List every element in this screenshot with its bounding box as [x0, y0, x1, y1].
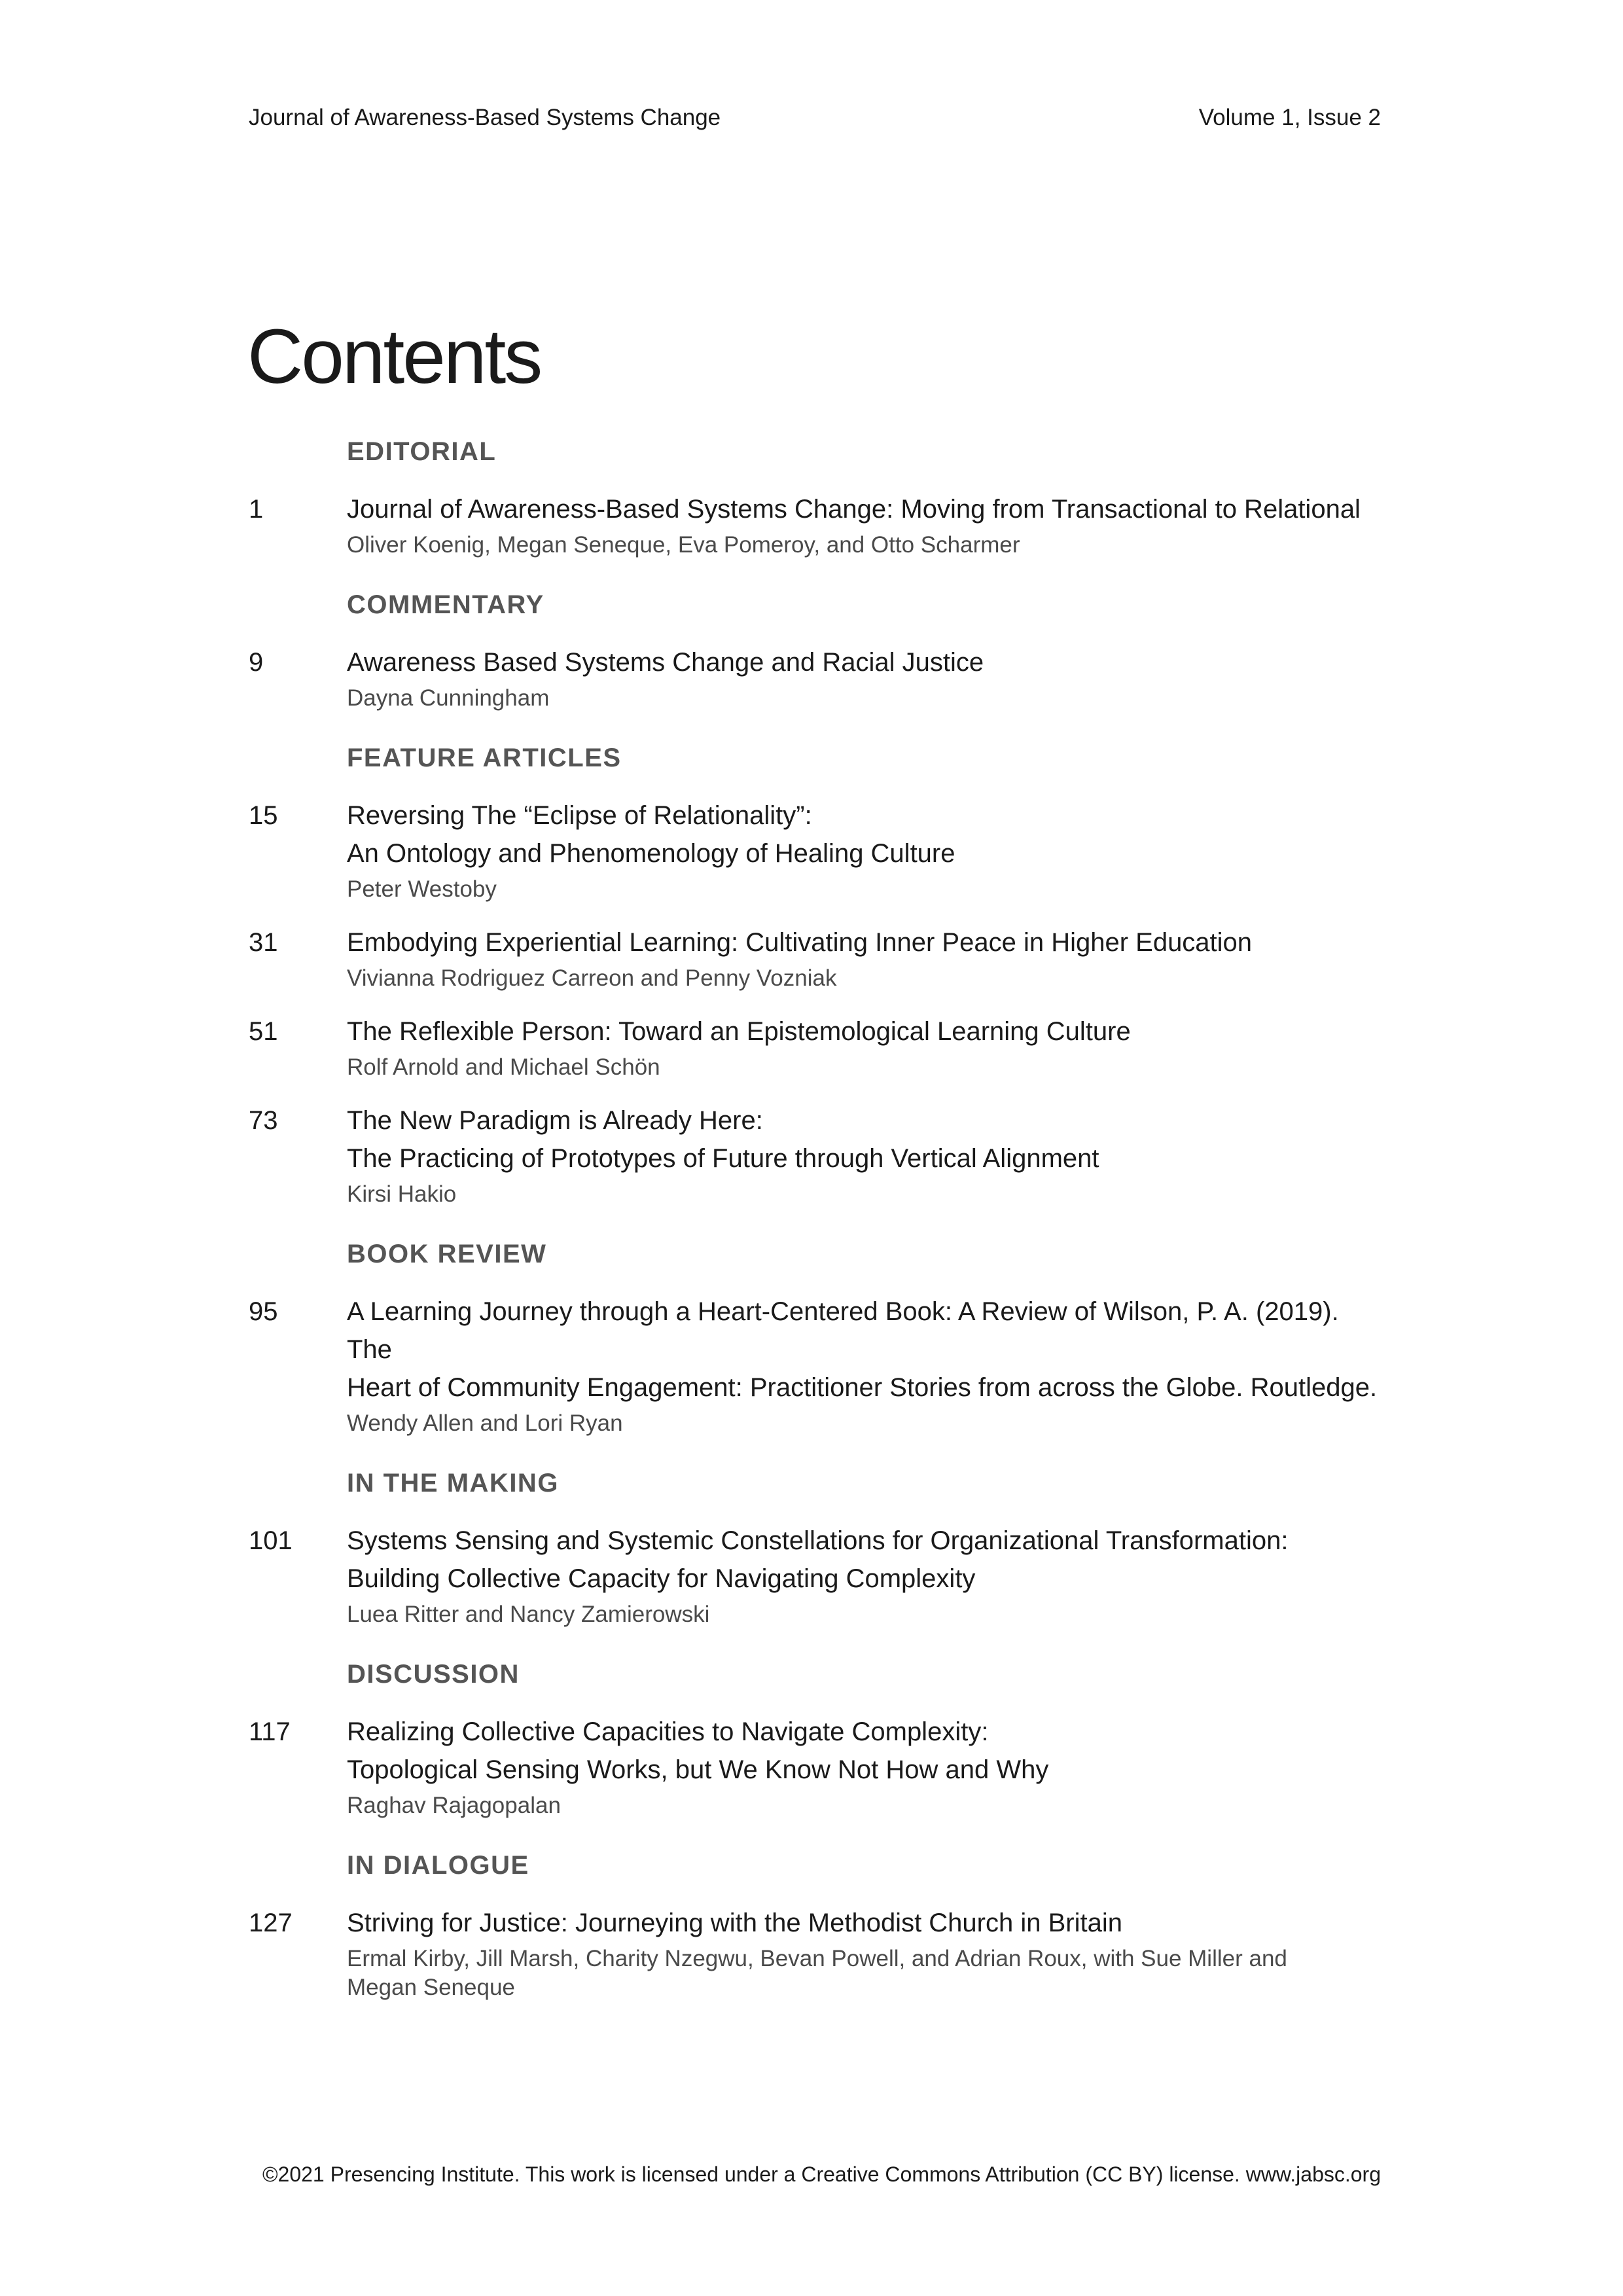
entry-title: An Ontology and Phenomenology of Healing Culture	[347, 839, 955, 868]
entry-page-number: 1	[249, 495, 264, 524]
entry-authors-line: Ermal Kirby, Jill Marsh, Charity Nzegwu, Bevan Powell, and Adrian Roux, with Sue Miller and	[347, 1946, 1287, 1971]
license-footer: ©2021 Presencing Institute. This work is licensed under a Creative Commons Attribution (CC BY) license. www.jabsc.org	[262, 2162, 1381, 2186]
entry-title: Realizing Collective Capacities to Navigate Complexity:	[347, 1717, 989, 1746]
entry-title: Embodying Experiential Learning: Cultivating Inner Peace in Higher Education	[347, 928, 1253, 957]
entry-authors	[347, 1945, 1387, 2002]
section-entries	[249, 643, 1387, 713]
section-heading: COMMENTARY	[347, 590, 544, 619]
section-heading: BOOK REVIEW	[347, 1240, 547, 1268]
toc-entry[interactable]	[249, 1904, 1387, 2002]
entry-page-number: 31	[249, 928, 278, 957]
entry-body	[347, 643, 1387, 713]
table-of-contents	[249, 435, 1387, 2002]
entry-title: The Practicing of Prototypes of Future through Vertical Alignment	[347, 1144, 1099, 1173]
entry-authors: Raghav Rajagopalan	[347, 1793, 561, 1818]
section-heading: FEATURE ARTICLES	[347, 744, 622, 772]
section-heading: EDITORIAL	[347, 437, 497, 466]
entry-page-number: 101	[249, 1526, 293, 1555]
entry-body	[347, 924, 1387, 993]
entry-authors: Kirsi Hakio	[347, 1181, 457, 1207]
entry-title: Heart of Community Engagement: Practitioner Stories from across the Globe. Routledge.	[347, 1373, 1378, 1402]
volume-issue: Volume 1, Issue 2	[1198, 105, 1381, 130]
page-title: Contents	[247, 314, 541, 400]
toc-entry[interactable]	[249, 797, 1387, 904]
entry-page-number: 73	[249, 1106, 278, 1135]
running-header	[249, 103, 1381, 132]
entry-authors: Luea Ritter and Nancy Zamierowski	[347, 1602, 710, 1627]
toc-entry[interactable]	[249, 1013, 1387, 1082]
toc-entry[interactable]	[249, 1102, 1387, 1209]
entry-authors: Peter Westoby	[347, 876, 497, 902]
entry-authors-line: Megan Seneque	[347, 1975, 515, 2000]
section-heading: DISCUSSION	[347, 1660, 520, 1689]
toc-entry[interactable]	[249, 1713, 1387, 1820]
entry-body	[347, 1522, 1387, 1629]
entry-body	[347, 490, 1387, 560]
entry-page-number: 9	[249, 648, 264, 677]
entry-authors: Wendy Allen and Lori Ryan	[347, 1410, 623, 1436]
journal-name: Journal of Awareness-Based Systems Change	[249, 105, 721, 130]
entry-body	[347, 1013, 1387, 1082]
entry-authors: Vivianna Rodriguez Carreon and Penny Vozniak	[347, 965, 837, 991]
entry-body	[347, 1904, 1387, 2002]
section-heading: IN THE MAKING	[347, 1469, 559, 1498]
toc-entry[interactable]	[249, 490, 1387, 560]
toc-entry[interactable]	[249, 643, 1387, 713]
entry-page-number: 127	[249, 1909, 293, 1937]
entry-title: Reversing The “Eclipse of Relationality”:	[347, 801, 812, 830]
toc-entry[interactable]	[249, 1522, 1387, 1629]
entry-page-number: 51	[249, 1017, 278, 1046]
entry-title: Journal of Awareness-Based Systems Change: Moving from Transactional to Relational	[347, 495, 1361, 524]
entry-title: Topological Sensing Works, but We Know Not How and Why	[347, 1755, 1049, 1784]
entry-body	[347, 1293, 1387, 1438]
section-entries	[249, 1293, 1387, 1438]
entry-title: The Reflexible Person: Toward an Epistemological Learning Culture	[347, 1017, 1131, 1046]
entry-title: Systems Sensing and Systemic Constellations for Organizational Transformation:	[347, 1526, 1289, 1555]
section-entries	[249, 1522, 1387, 1629]
section-entries	[249, 1713, 1387, 1820]
section-heading: IN DIALOGUE	[347, 1851, 529, 1880]
entry-body	[347, 1713, 1387, 1820]
section-entries	[249, 797, 1387, 1209]
entry-body	[347, 797, 1387, 904]
section-entries	[249, 490, 1387, 560]
entry-authors: Dayna Cunningham	[347, 685, 550, 711]
entry-authors: Rolf Arnold and Michael Schön	[347, 1054, 660, 1080]
entry-page-number: 117	[249, 1717, 291, 1746]
entry-title: A Learning Journey through a Heart-Centered Book: A Review of Wilson, P. A. (2019). The	[347, 1297, 1339, 1364]
toc-entry[interactable]	[249, 924, 1387, 993]
toc-entry[interactable]	[249, 1293, 1387, 1438]
entry-page-number: 15	[249, 801, 278, 830]
entry-body	[347, 1102, 1387, 1209]
section-entries	[249, 1904, 1387, 2002]
entry-title: Building Collective Capacity for Navigating Complexity	[347, 1564, 976, 1593]
entry-title: Awareness Based Systems Change and Racial Justice	[347, 648, 984, 677]
entry-authors: Oliver Koenig, Megan Seneque, Eva Pomeroy, and Otto Scharmer	[347, 532, 1020, 558]
entry-title: The New Paradigm is Already Here:	[347, 1106, 763, 1135]
entry-title: Striving for Justice: Journeying with the Methodist Church in Britain	[347, 1909, 1122, 1937]
entry-page-number: 95	[249, 1297, 278, 1326]
